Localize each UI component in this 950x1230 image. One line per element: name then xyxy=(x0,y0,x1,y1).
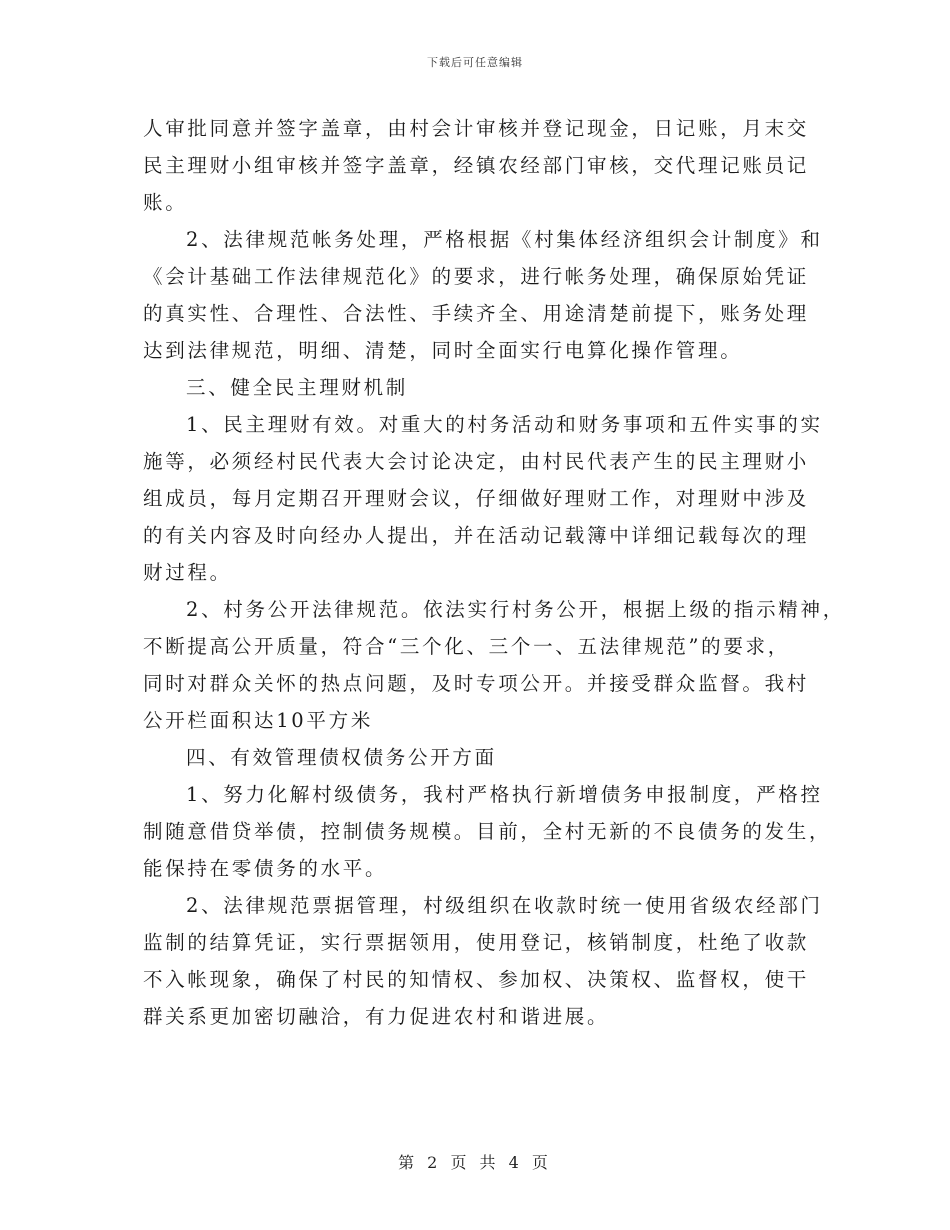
text-line: 的有关内容及时向经办人提出，并在活动记载簿中详细记载每次的理 xyxy=(143,524,810,547)
text-line: 同时对群众关怀的热点问题，及时专项公开。并接受群众监督。我村 xyxy=(143,672,810,695)
text-line: 制随意借贷举债，控制债务规模。目前，全村无新的不良债务的发生， xyxy=(143,820,832,843)
text-line: 组成员，每月定期召开理财会议，仔细做好理财工作，对理财中涉及 xyxy=(143,487,810,510)
paragraph-first-line: 1、民主理财有效。对重大的村务活动和财务事项和五件实事的实 xyxy=(186,413,823,436)
text-line: 监制的结算凭证，实行票据领用，使用登记，核销制度，杜绝了收款 xyxy=(143,931,810,954)
text-line: 不断提高公开质量，符合“三个化、三个一、五法律规范”的要求， xyxy=(143,635,790,658)
text-line: 公开栏面积达10平方米 xyxy=(143,709,374,732)
text-line: 《会计基础工作法律规范化》的要求，进行帐务处理，确保原始凭证 xyxy=(143,265,810,288)
section-heading: 三、健全民主理财机制 xyxy=(186,376,409,399)
paragraph-first-line: 2、村务公开法律规范。依法实行村务公开，根据上级的指示精神， xyxy=(186,598,845,621)
text-line: 账。 xyxy=(143,191,188,214)
text-line: 不入帐现象，确保了村民的知情权、参加权、决策权、监督权，使干 xyxy=(143,968,810,991)
document-body xyxy=(143,110,845,1035)
paragraph-first-line: 2、法律规范帐务处理，严格根据《村集体经济组织会计制度》和 xyxy=(186,228,823,251)
page-number-footer: 第 2 页 共 4 页 xyxy=(398,1153,552,1172)
paragraph-first-line: 2、法律规范票据管理，村级组织在收款时统一使用省级农经部门 xyxy=(186,894,823,917)
text-line: 民主理财小组审核并签字盖章，经镇农经部门审核，交代理记账员记 xyxy=(143,154,810,177)
text-line: 达到法律规范，明细、清楚，同时全面实行电算化操作管理。 xyxy=(143,339,743,362)
section-heading: 四、有效管理债权债务公开方面 xyxy=(186,746,497,769)
text-line: 的真实性、合理性、合法性、手续齐全、用途清楚前提下，账务处理 xyxy=(143,302,810,325)
page-header: 下载后可任意编辑 xyxy=(427,56,523,69)
paragraph-first-line: 1、努力化解村级债务，我村严格执行新增债务申报制度，严格控 xyxy=(186,783,823,806)
text-line: 群关系更加密切融洽，有力促进农村和谐进展。 xyxy=(143,1005,610,1028)
text-line: 能保持在零债务的水平。 xyxy=(143,857,388,880)
text-line: 施等，必须经村民代表大会讨论决定，由村民代表产生的民主理财小 xyxy=(143,450,810,473)
text-line: 人审批同意并签字盖章，由村会计审核并登记现金，日记账，月末交 xyxy=(143,117,810,140)
text-line: 财过程。 xyxy=(143,561,232,584)
